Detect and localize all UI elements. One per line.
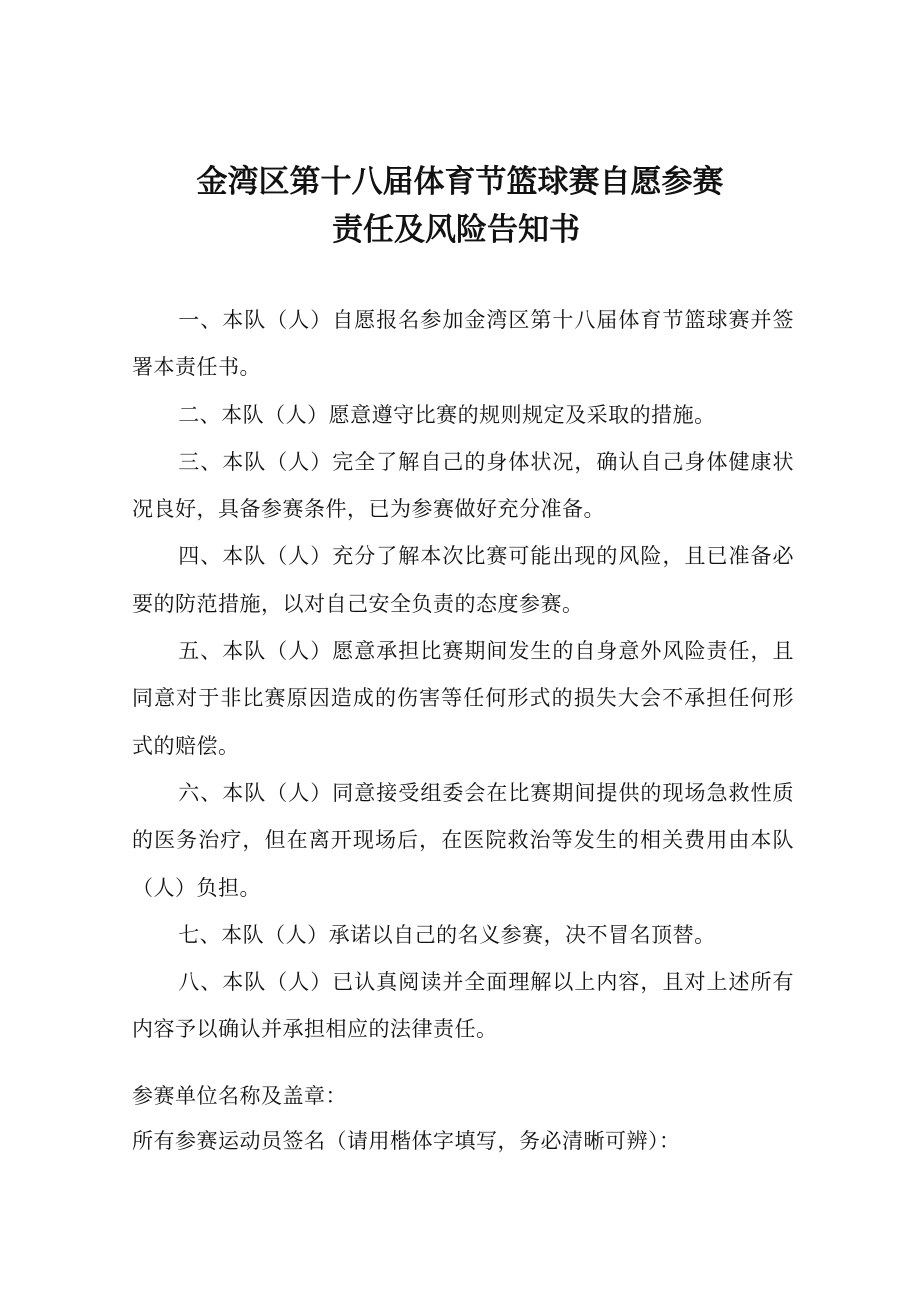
sign-unit-label: 参赛单位名称及盖章：	[132, 1084, 347, 1108]
paragraph-7: 七、本队（人）承诺以自己的名义参赛，决不冒名顶替。	[178, 922, 716, 947]
document-title-line-1: 金湾区第十八届体育节篮球赛自愿参赛	[196, 164, 724, 200]
paragraph-1: 一、本队（人）自愿报名参加金湾区第十八届体育节篮球赛并签署本责任书。	[132, 308, 794, 380]
paragraph-8: 八、本队（人）已认真阅读并全面理解以上内容，且对上述所有内容予以确认并承担相应的法律责任。	[132, 970, 794, 1042]
document-body	[132, 297, 794, 1054]
paragraph-2: 二、本队（人）愿意遵守比赛的规则规定及采取的措施。	[178, 402, 716, 427]
paragraph-3: 三、本队（人）完全了解自己的身体状况，确认自己身体健康状况良好，具备参赛条件，已为参赛做好充分准备。	[132, 449, 794, 522]
paragraph-5: 五、本队（人）愿意承担比赛期间发生的自身意外风险责任，且同意对于非比赛原因造成的伤害等任何形式的损失大会不承担任何形式的赔偿。	[132, 639, 794, 758]
sign-athletes-label: 所有参赛运动员签名（请用楷体字填写，务必清晰可辨）：	[132, 1129, 681, 1153]
paragraph-4: 四、本队（人）充分了解本次比赛可能出现的风险，且已准备必要的防范措施，以对自己安全负责的态度参赛。	[132, 544, 794, 616]
document-title-line-2: 责任及风险告知书	[332, 212, 580, 248]
paragraph-6: 六、本队（人）同意接受组委会在比赛期间提供的现场急救性质的医务治疗，但在离开现场后，在医院救治等发生的相关费用由本队（人）负担。	[132, 780, 794, 900]
